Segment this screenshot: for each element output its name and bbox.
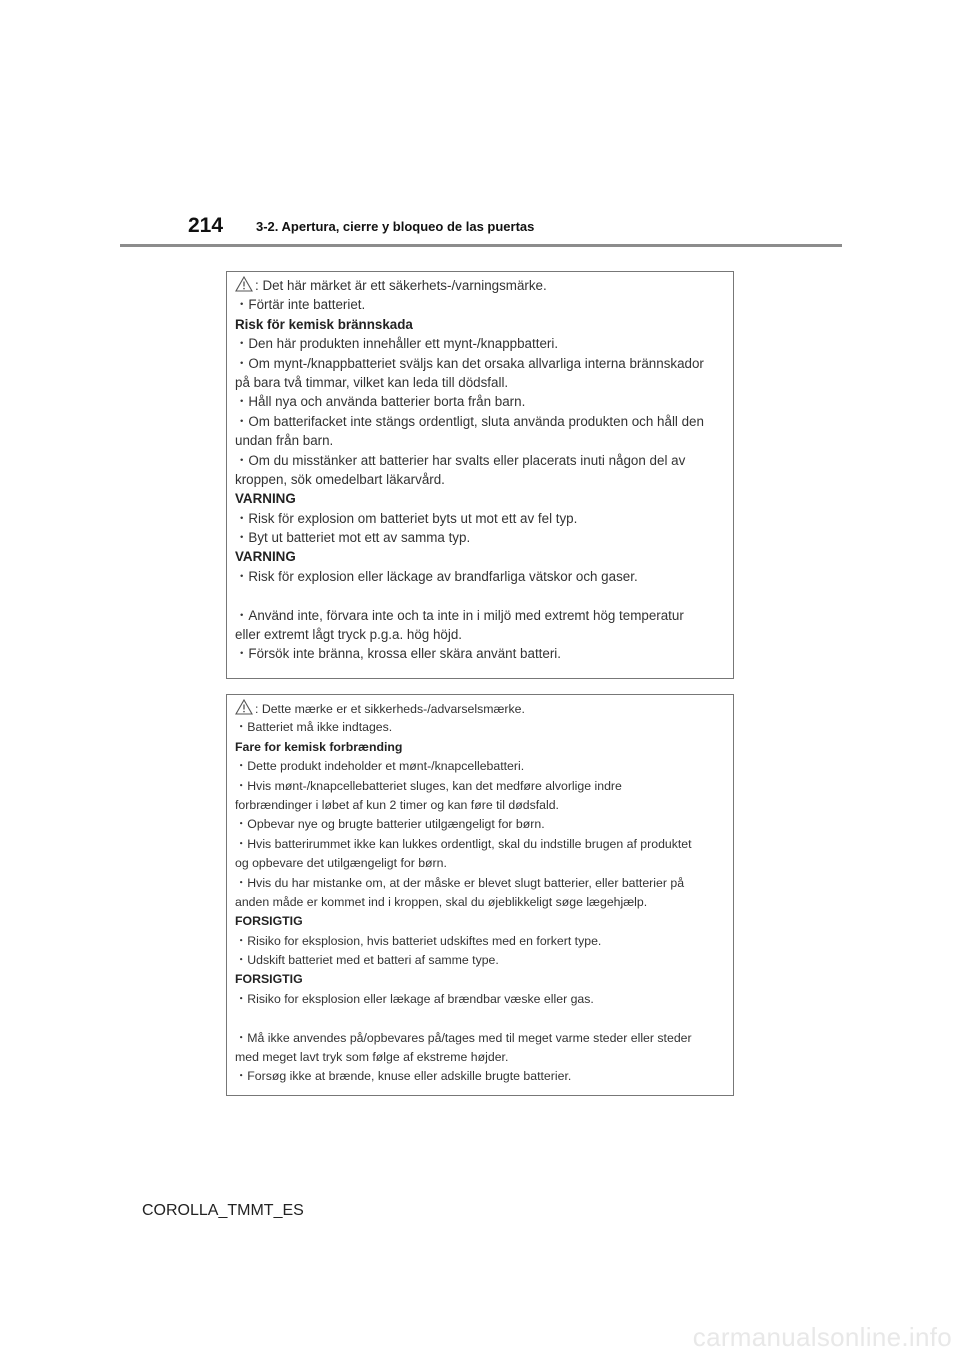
text-line: med meget lavt tryk som følge af ekstreme højder. bbox=[235, 1050, 509, 1065]
text-line: ・Hvis mønt-/knapcellebatteriet sluges, kan det medføre alvorlige indre bbox=[235, 778, 622, 793]
text-line: og opbevare det utilgængeligt for børn. bbox=[235, 856, 447, 871]
warning-label-line bbox=[235, 276, 725, 295]
text-line: ・Må ikke anvendes på/opbevares på/tages med til meget varme steder eller steder bbox=[235, 1030, 692, 1045]
text-line: ・Dette produkt indeholder et mønt-/knapcellebatteri. bbox=[235, 759, 525, 774]
text-line: ・Förtär inte batteriet. bbox=[235, 297, 366, 313]
text-line: ・Försök inte bränna, krossa eller skära använt batteri. bbox=[235, 646, 561, 662]
subheading: FORSIGTIG bbox=[235, 972, 303, 987]
warning-triangle-icon bbox=[235, 699, 253, 715]
warning-box-danish bbox=[226, 694, 734, 1096]
text-line: ・Om mynt-/knappbatteriet sväljs kan det orsaka allvarliga interna brännskador bbox=[235, 355, 704, 371]
text-line: ・Risk för explosion eller läckage av brandfarliga vätskor och gaser. bbox=[235, 568, 638, 584]
subheading: VARNING bbox=[235, 549, 296, 565]
spacer bbox=[235, 1009, 725, 1028]
warning-box-swedish bbox=[226, 271, 734, 679]
warning-label-text: : Det här märket är ett säkerhets-/varningsmärke. bbox=[255, 278, 547, 293]
text-line: anden måde er kommet ind i kroppen, skal du øjeblikkeligt søge lægehjælp. bbox=[235, 894, 648, 909]
text-line: ・Om batterifacket inte stängs ordentligt, sluta använda produkten och håll den bbox=[235, 413, 704, 429]
text-line: ・Opbevar nye og brugte batterier utilgængeligt for børn. bbox=[235, 817, 545, 832]
page-number: 214 bbox=[188, 214, 224, 237]
subheading: Risk för kemisk brännskada bbox=[235, 316, 413, 332]
watermark: carmanualsonline.info bbox=[692, 1322, 952, 1352]
warning-label-text: : Dette mærke er et sikkerheds-/advarselsmærke. bbox=[255, 702, 525, 716]
subheading: Fare for kemisk forbrænding bbox=[235, 739, 403, 754]
text-line: forbrændinger i løbet af kun 2 timer og kan føre til dødsfald. bbox=[235, 797, 559, 812]
subheading: VARNING bbox=[235, 491, 296, 507]
text-line: ・Håll nya och använda batterier borta från barn. bbox=[235, 394, 526, 410]
text-line: ・Forsøg ikke at brænde, knuse eller adskille brugte batterier. bbox=[235, 1069, 572, 1084]
spacer bbox=[235, 586, 725, 605]
text-line: ・Hvis du har mistanke om, at der måske er blevet slugt batterier, eller batterier på bbox=[235, 875, 685, 890]
text-line: ・Använd inte, förvara inte och ta inte in i miljö med extremt hög temperatur bbox=[235, 607, 684, 623]
section-title: 3-2. Apertura, cierre y bloqueo de las puertas bbox=[256, 219, 535, 234]
text-line: ・Batteriet må ikke indtages. bbox=[235, 720, 393, 735]
header-rule bbox=[120, 244, 842, 247]
text-line: ・Risiko for eksplosion eller lækage af brændbar væske eller gas. bbox=[235, 991, 594, 1006]
text-line: ・Risk för explosion om batteriet byts ut mot ett av fel typ. bbox=[235, 510, 578, 526]
text-line: ・Byt ut batteriet mot ett av samma typ. bbox=[235, 530, 471, 546]
text-line: undan från barn. bbox=[235, 433, 334, 449]
text-line: ・Risiko for eksplosion, hvis batteriet udskiftes med en forkert type. bbox=[235, 933, 602, 948]
text-line: på bara två timmar, vilket kan leda till dödsfall. bbox=[235, 374, 509, 390]
warning-label-line bbox=[235, 699, 725, 718]
text-line: eller extremt lågt tryck p.g.a. hög höjd. bbox=[235, 627, 463, 643]
document-id: COROLLA_TMMT_ES bbox=[142, 1202, 304, 1219]
text-line: kroppen, sök omedelbart läkarvård. bbox=[235, 471, 445, 487]
text-line: ・Om du misstänker att batterier har svalts eller placerats inuti någon del av bbox=[235, 452, 686, 468]
text-line: ・Udskift batteriet med et batteri af samme type. bbox=[235, 953, 499, 968]
subheading: FORSIGTIG bbox=[235, 914, 303, 929]
text-line: ・Den här produkten innehåller ett mynt-/knappbatteri. bbox=[235, 336, 559, 352]
text-line: ・Hvis batterirummet ikke kan lukkes ordentligt, skal du indstille brugen af produktet bbox=[235, 836, 692, 851]
warning-triangle-icon bbox=[235, 276, 253, 292]
